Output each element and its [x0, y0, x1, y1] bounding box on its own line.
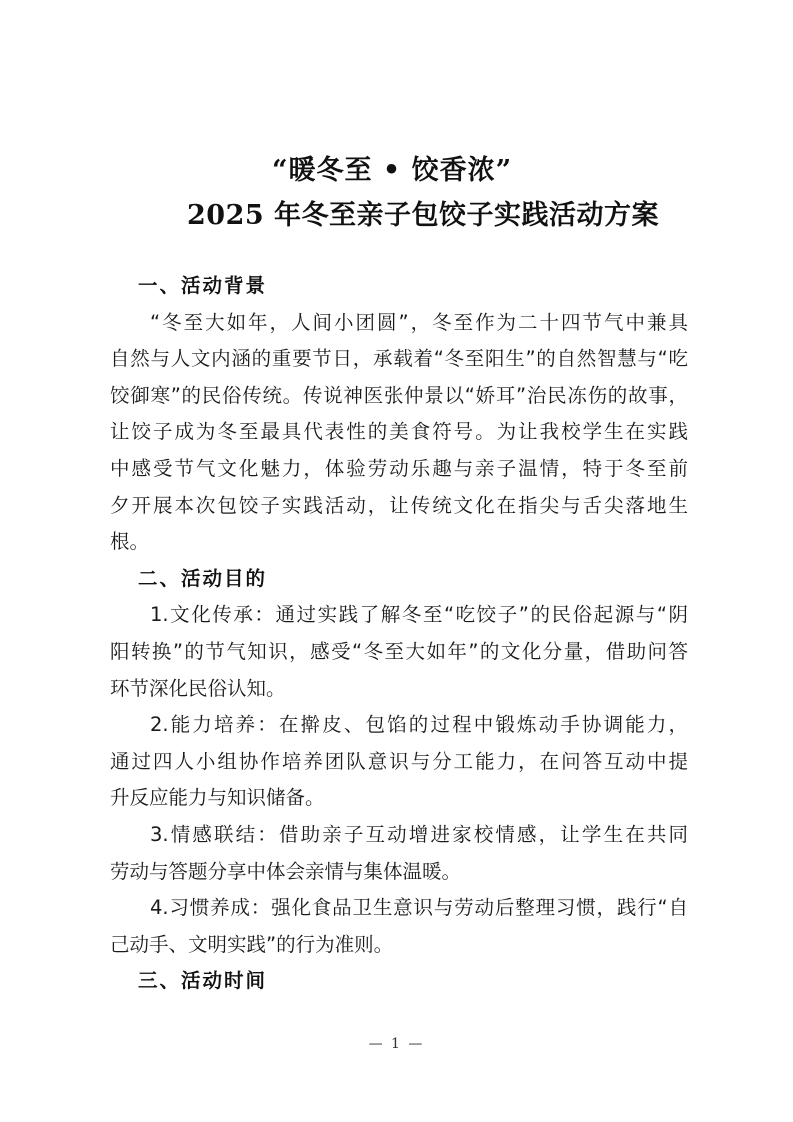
- list-item-line: 劳动与答题分享中体会亲情与集体温暖。: [110, 859, 462, 883]
- list-item-line: 3.情感联结：借助亲子互动增进家校情感，让学生在共同: [150, 822, 688, 846]
- page-number: — 1 —: [368, 1036, 425, 1052]
- list-item-line: 1.文化传承：通过实践了解冬至“吃饺子”的民俗起源与“阴: [150, 603, 688, 627]
- title-slogan: “暖冬至 • 饺香浓”: [272, 155, 513, 186]
- list-item-line: 环节深化民俗认知。: [110, 676, 286, 700]
- list-item-line: 阳转换”的节气知识，感受“冬至大如年”的文化分量，借助问答: [110, 639, 688, 663]
- section-heading-time: 三、活动时间: [138, 969, 268, 993]
- paragraph-line: 自然与人文内涵的重要节日，承载着“冬至阳生”的自然智慧与“吃: [110, 347, 688, 371]
- paragraph-line: 中感受节气文化魅力，体验劳动乐趣与亲子温情，特于冬至前: [110, 456, 688, 480]
- paragraph-line: “冬至大如年，人间小团圆”，冬至作为二十四节气中兼具: [150, 310, 688, 334]
- paragraph-line: 根。: [110, 530, 150, 554]
- list-item-line: 4.习惯养成：强化食品卫生意识与劳动后整理习惯，践行“自: [150, 896, 688, 920]
- paragraph-line: 饺御寒”的民俗传统。传说神医张仲景以“娇耳”治民冻伤的故事，: [110, 383, 688, 407]
- list-item-line: 己动手、文明实践”的行为准则。: [110, 932, 394, 956]
- paragraph-line: 夕开展本次包饺子实践活动，让传统文化在指尖与舌尖落地生: [110, 493, 688, 517]
- document-body: [110, 268, 688, 1000]
- paragraph-line: 让饺子成为冬至最具代表性的美食符号。为让我校学生在实践: [110, 420, 688, 444]
- section-heading-purpose: 二、活动目的: [138, 566, 268, 590]
- title-main: 2025 年冬至亲子包饺子实践活动方案: [187, 200, 660, 231]
- list-item-line: 升反应能力与知识储备。: [110, 786, 325, 810]
- list-item-line: 2.能力培养：在擀皮、包馅的过程中锻炼动手协调能力，: [150, 713, 688, 737]
- list-item-line: 通过四人小组协作培养团队意识与分工能力，在问答互动中提: [110, 749, 688, 773]
- section-heading-background: 一、活动背景: [138, 274, 268, 297]
